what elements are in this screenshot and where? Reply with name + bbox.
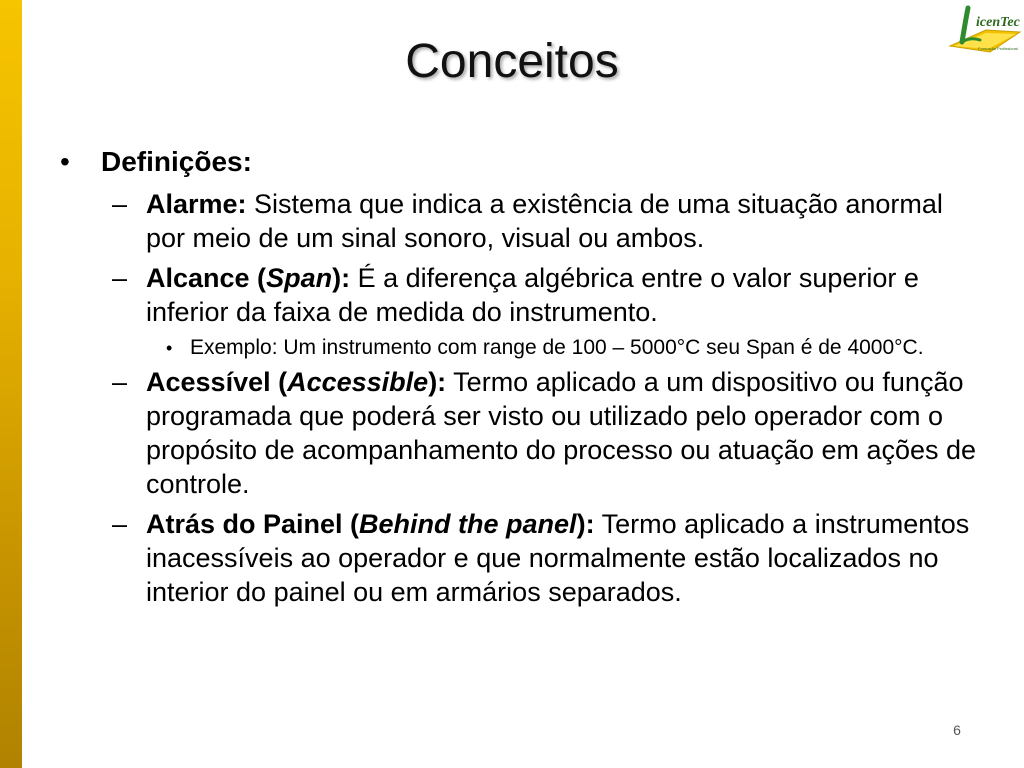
bullet-dot-icon: • bbox=[60, 146, 70, 177]
definition-atras-text: Termo aplicado a instrumentos inacessíveis ao operador e que normalmente estão localizados no interior do painel ou em armários separados. bbox=[146, 509, 970, 607]
page-number: 6 bbox=[953, 722, 961, 738]
definition-alarme-text: Sistema que indica a existência de uma situação anormal por meio de um sinal sonoro, visual ou ambos. bbox=[146, 189, 943, 253]
definition-acessivel-text: Termo aplicado a um dispositivo ou função programada que poderá ser visto ou utilizado pelo operador com o propósito de acompanhamento do processo ou atuação em ações de controle. bbox=[146, 367, 977, 499]
term-alarme: Alarme: bbox=[146, 189, 247, 219]
definition-alcance bbox=[60, 261, 980, 329]
logo-wordmark: icenTec bbox=[976, 15, 1020, 30]
term-alcance: Alcance (Span): bbox=[146, 263, 351, 293]
bullet-definicoes bbox=[60, 145, 980, 179]
definition-alarme bbox=[60, 187, 980, 255]
dash-icon: – bbox=[112, 509, 128, 539]
licentec-logo bbox=[946, 2, 1024, 56]
definicoes-heading: Definições: bbox=[101, 146, 252, 177]
dash-icon: – bbox=[112, 367, 128, 397]
dash-icon: – bbox=[112, 189, 128, 219]
definition-acessivel bbox=[60, 365, 980, 501]
term-acessivel: Acessível (Accessible): bbox=[146, 367, 447, 397]
definition-atras-do-painel bbox=[60, 507, 980, 609]
definition-alcance-text: É a diferença algébrica entre o valor superior e inferior da faixa de medida do instrumento. bbox=[146, 263, 919, 327]
slide-body bbox=[60, 145, 980, 615]
logo-tagline: Formação Profissional bbox=[978, 46, 1018, 51]
slide-title: Conceitos bbox=[405, 35, 619, 88]
example-span-text: Exemplo: Um instrumento com range de 100 – 5000°C seu Span é de 4000°C. bbox=[190, 336, 924, 359]
small-bullet-icon: • bbox=[166, 338, 173, 358]
example-span bbox=[60, 335, 980, 361]
term-atras-do-painel: Atrás do Painel (Behind the panel): bbox=[146, 509, 595, 539]
dash-icon: – bbox=[112, 263, 128, 293]
side-accent-bar bbox=[0, 0, 22, 768]
